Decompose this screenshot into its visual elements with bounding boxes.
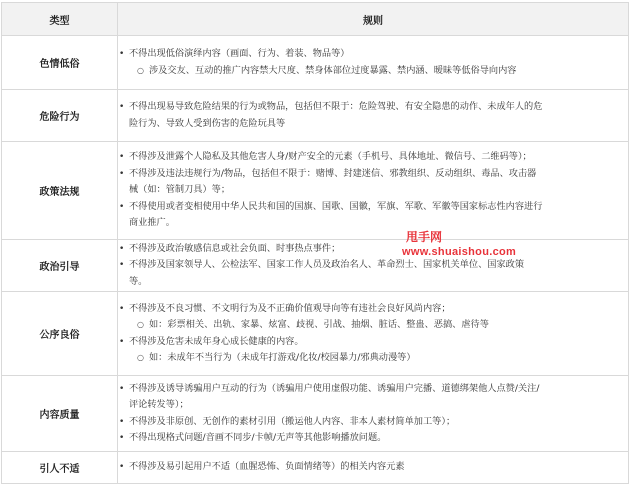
rule-item: • 不得涉及违法违规行为/物品，包括但不限于：赌博、封建迷信、邪教组织、反动组织、毒品、攻击器 — [118, 166, 628, 183]
row-rules — [118, 36, 629, 90]
rule-subitem: ○ 如：彩票相关、出轨、家暴、炫富、歧视、引战、抽烟、脏话、整蛊、恶搞、虐待等 — [118, 317, 628, 334]
rule-item: • 不得涉及易引起用户不适（血腥恐怖、负面情绪等）的相关内容元素 — [118, 459, 628, 476]
row-rules — [118, 452, 629, 484]
rule-continuation: 险行为、导致人受到伤害的危险玩具等 — [129, 117, 286, 129]
rule-continuation: 等。 — [129, 275, 148, 287]
table-row — [2, 36, 629, 90]
table-row — [2, 90, 629, 142]
header-rule: 规则 — [118, 3, 629, 36]
rule-item: • 不得涉及国家领导人、公检法军、国家工作人员及政治名人、革命烈士、国家机关单位、国家政策 — [118, 257, 628, 274]
rule-continuation: 械（如：管制刀具）等； — [129, 184, 231, 196]
row-rules — [118, 292, 629, 376]
rule-item: • 不得涉及泄露个人隐私及其他危害人身/财产安全的元素（手机号、具体地址、微信号、二维码等）； — [118, 149, 628, 166]
row-rules — [118, 376, 629, 452]
table-row — [2, 452, 629, 484]
rule-continuation: 评论转发等）； — [129, 399, 189, 410]
row-type: 危险行为 — [2, 90, 118, 142]
rule-item: • 不得涉及非原创、无创作的素材引用（搬运他人内容、非本人素材简单加工等）； — [118, 414, 628, 431]
row-rules — [118, 90, 629, 142]
rule-item: • 不得出现格式问题/音画不同步/卡帧/无声等其他影响播放问题。 — [118, 430, 628, 447]
row-type: 色情低俗 — [2, 36, 118, 90]
table-row — [2, 376, 629, 452]
row-type: 公序良俗 — [2, 292, 118, 376]
table-row — [2, 142, 629, 240]
watermark-title: 甩手网 — [406, 230, 443, 244]
rule-item: • 不得出现低俗演绎内容（画面、行为、着装、物品等） — [118, 46, 628, 63]
row-rules — [118, 240, 629, 292]
rule-item: • 不得使用或者变相使用中华人民共和国的国旗、国歌、国徽，军旗、军歌、军徽等国家标志性内容进行 — [118, 199, 628, 216]
rule-item: • 不得涉及诱导诱骗用户互动的行为（诱骗用户使用虚假功能、诱骗用户完播、道德绑架他人点赞/关注/ — [118, 381, 628, 398]
rule-continuation: 商业推广。 — [129, 217, 175, 229]
row-type: 引人不适 — [2, 452, 118, 484]
row-type: 政治引导 — [2, 240, 118, 292]
rule-subitem: ○ 涉及交友、互动的推广内容禁大尺度、禁身体部位过度暴露、禁内涵、暧昧等低俗导向内容 — [118, 63, 628, 80]
table-row — [2, 292, 629, 376]
rule-item: • 不得涉及危害未成年身心成长健康的内容。 — [118, 334, 628, 351]
table-row — [2, 240, 629, 292]
header-type: 类型 — [2, 3, 118, 36]
rule-item: • 不得涉及不良习惯、不文明行为及不正确价值观导向等有违社会良好风尚内容； — [118, 301, 628, 318]
rules-table — [1, 2, 629, 484]
rule-item: • 不得出现易导致危险结果的行为或物品，包括但不限于：危险驾驶、有安全隐患的动作、未成年人的危 — [118, 99, 628, 116]
watermark-url: www.shuaishou.com — [402, 246, 517, 258]
rule-subitem: ○ 如：未成年不当行为（未成年打游戏/化妆/校园暴力/邪典动漫等） — [118, 350, 628, 367]
row-type: 内容质量 — [2, 376, 118, 452]
row-rules — [118, 142, 629, 240]
row-type: 政策法规 — [2, 142, 118, 240]
header-row — [2, 3, 629, 36]
rule-item: • 不得涉及政治敏感信息或社会负面、时事热点事件； — [118, 241, 628, 258]
